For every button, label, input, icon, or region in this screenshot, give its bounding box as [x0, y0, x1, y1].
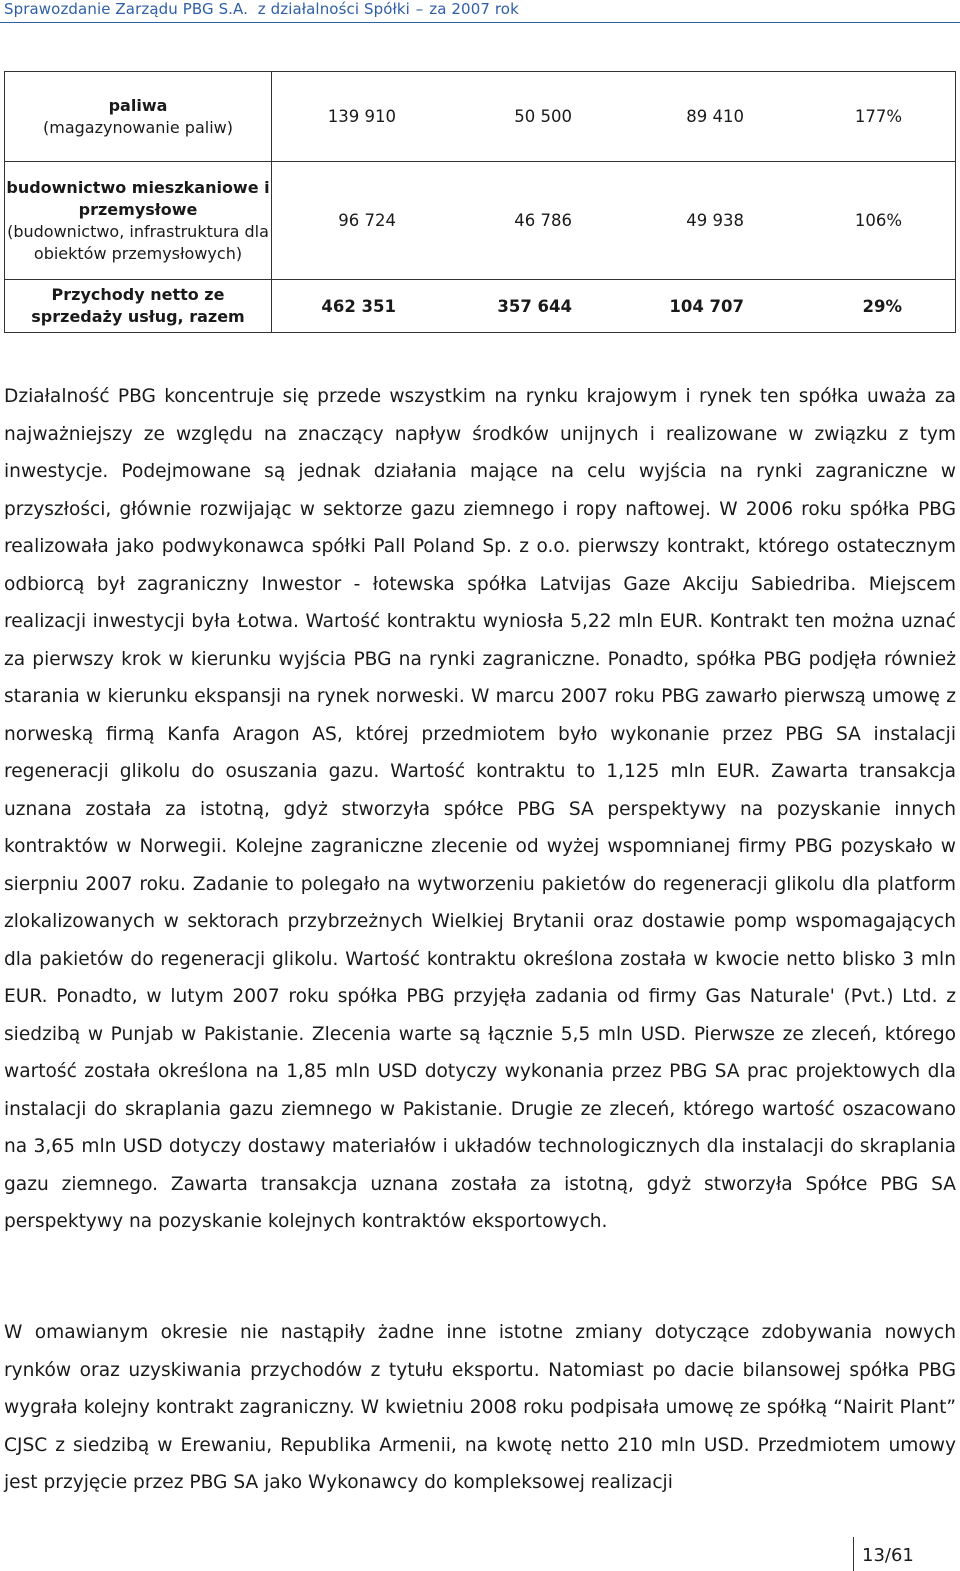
- table-row: [5, 72, 956, 162]
- paragraph-new-markets: W omawianym okresie nie nastąpiły żadne inne istotne zmiany dotyczące zdobywania nowych rynków oraz uzyskiwania przychodów z tytułu eksportu. Natomiast po dacie bilansowej spółka PBG wygrała kolejny kontrakt zagraniczny. W kwietniu 2008 roku podpisała umowę ze spółką “Nairit Plant” CJSC z siedzibą w Erewaniu, Republika Armenii, na kwotę netto 210 mln USD. Przedmiotem umowy jest przyjęcie przez PBG SA jako Wykonawcy do kompleksowej realizacji: [4, 1322, 956, 1493]
- value-cell: 49 938: [686, 211, 744, 230]
- value-cell: 139 910: [327, 107, 396, 126]
- revenue-table: [4, 71, 956, 333]
- value-cell: 29%: [862, 296, 902, 316]
- value-cell: 46 786: [514, 211, 572, 230]
- value-cell: 50 500: [514, 107, 572, 126]
- row-label-bold: paliwa: [108, 95, 168, 115]
- row-values: [272, 280, 956, 333]
- table-row: [5, 162, 956, 280]
- header-dash: –: [415, 0, 424, 18]
- row-label-bold: budownictwo mieszkaniowe i przemysłowe: [6, 177, 270, 219]
- row-label: [5, 280, 272, 333]
- row-label-bold: Przychody netto ze sprzedaży usług, razem: [31, 285, 245, 326]
- value-cell: 106%: [854, 211, 902, 230]
- header-subject: z działalności Spółki: [257, 0, 410, 18]
- value-cell: 89 410: [686, 107, 744, 126]
- row-label: [5, 162, 272, 280]
- page-number-divider: [853, 1537, 854, 1571]
- row-label-rest: (budownictwo, infrastruktura dla obiektów przemysłowych): [7, 221, 269, 263]
- value-cell: 462 351: [321, 296, 396, 316]
- value-cell: 96 724: [338, 211, 396, 230]
- table-row-total: [5, 280, 956, 333]
- header-company: Sprawozdanie Zarządu PBG S.A.: [4, 0, 249, 18]
- page-number: 13/61: [862, 1545, 914, 1566]
- value-cell: 177%: [854, 107, 902, 126]
- value-cell: 357 644: [497, 296, 572, 316]
- document-header: [4, 0, 519, 18]
- paragraph-foreign-markets: Działalność PBG koncentruje się przede wszystkim na rynku krajowym i rynek ten spółka uważa za najważniejszy ze względu na znaczący napływ środków unijnych i realizowane w związku z tym inwestycje. Podejmowane są jednak działania mające na celu wyjścia na rynki zagraniczne w przyszłości, głównie rozwijając w sektorze gazu ziemnego i ropy naftowej. W 2006 roku spółka PBG realizowała jako podwykonawca spółki Pall Poland Sp. z o.o. pierwszy kontrakt, którego ostatecznym odbiorcą był zagraniczny Inwestor - łotewska spółka Latvijas Gaze Akciju Sabiedriba. Miejscem realizacji inwestycji była Łotwa. Wartość kontraktu wyniosła 5,22 mln EUR. Kontrakt ten można uznać za pierwszy krok w kierunku wyjścia PBG na rynki zagraniczne. Ponadto, spółka PBG podjęła również starania w kierunku ekspansji na rynek norweski. W marcu 2007 roku PBG zawarło pierwszą umowę z norweską firmą Kanfa Aragon AS, której przedmiotem było wykonanie przez PBG SA instalacji regeneracji glikolu do osuszania gazu. Wartość kontraktu to 1,125 mln EUR. Zawarta transakcja uznana została za istotną, gdyż stworzyła spółce PBG SA perspektywy na pozyskanie innych kontraktów w Norwegii. Kolejne zagraniczne zlecenie od wyżej wspomnianej firmy PBG pozyskało w sierpniu 2007 roku. Zadanie to polegało na wytworzeniu pakietów do regeneracji glikolu dla platform zlokalizowanych w sektorach przybrzeżnych Wielkiej Brytanii oraz dostawie pomp wspomagających dla pakietów do regeneracji glikolu. Wartość kontraktu określona została w kwocie netto blisko 3 mln EUR. Ponadto, w lutym 2007 roku spółka PBG przyjęła zadania od firmy Gas Naturale' (Pvt.) Ltd. z siedzibą w Punjab w Pakistanie. Zlecenia warte są łącznie 5,5 mln USD. Pierwsze ze zleceń, którego wartość została określona na 1,85 mln USD dotyczy wykonania przez PBG SA prac projektowych dla instalacji do skraplania gazu ziemnego w Pakistanie. Drugie ze zleceń, którego wartość oszacowano na 3,65 mln USD dotyczy dostawy materiałów i układów technologicznych dla instalacji do skraplania gazu ziemnego. Zawarta transakcja uznana została za istotną, gdyż stworzyła Spółce PBG SA perspektywy na pozyskanie kolejnych kontraktów eksportowych.: [4, 386, 956, 1232]
- row-values: [272, 72, 956, 162]
- header-year: za 2007 rok: [429, 0, 519, 18]
- row-label-rest: (magazynowanie paliw): [43, 117, 233, 137]
- row-values: [272, 162, 956, 280]
- header-rule: [0, 22, 960, 23]
- row-label: [5, 72, 272, 162]
- value-cell: 104 707: [669, 296, 744, 316]
